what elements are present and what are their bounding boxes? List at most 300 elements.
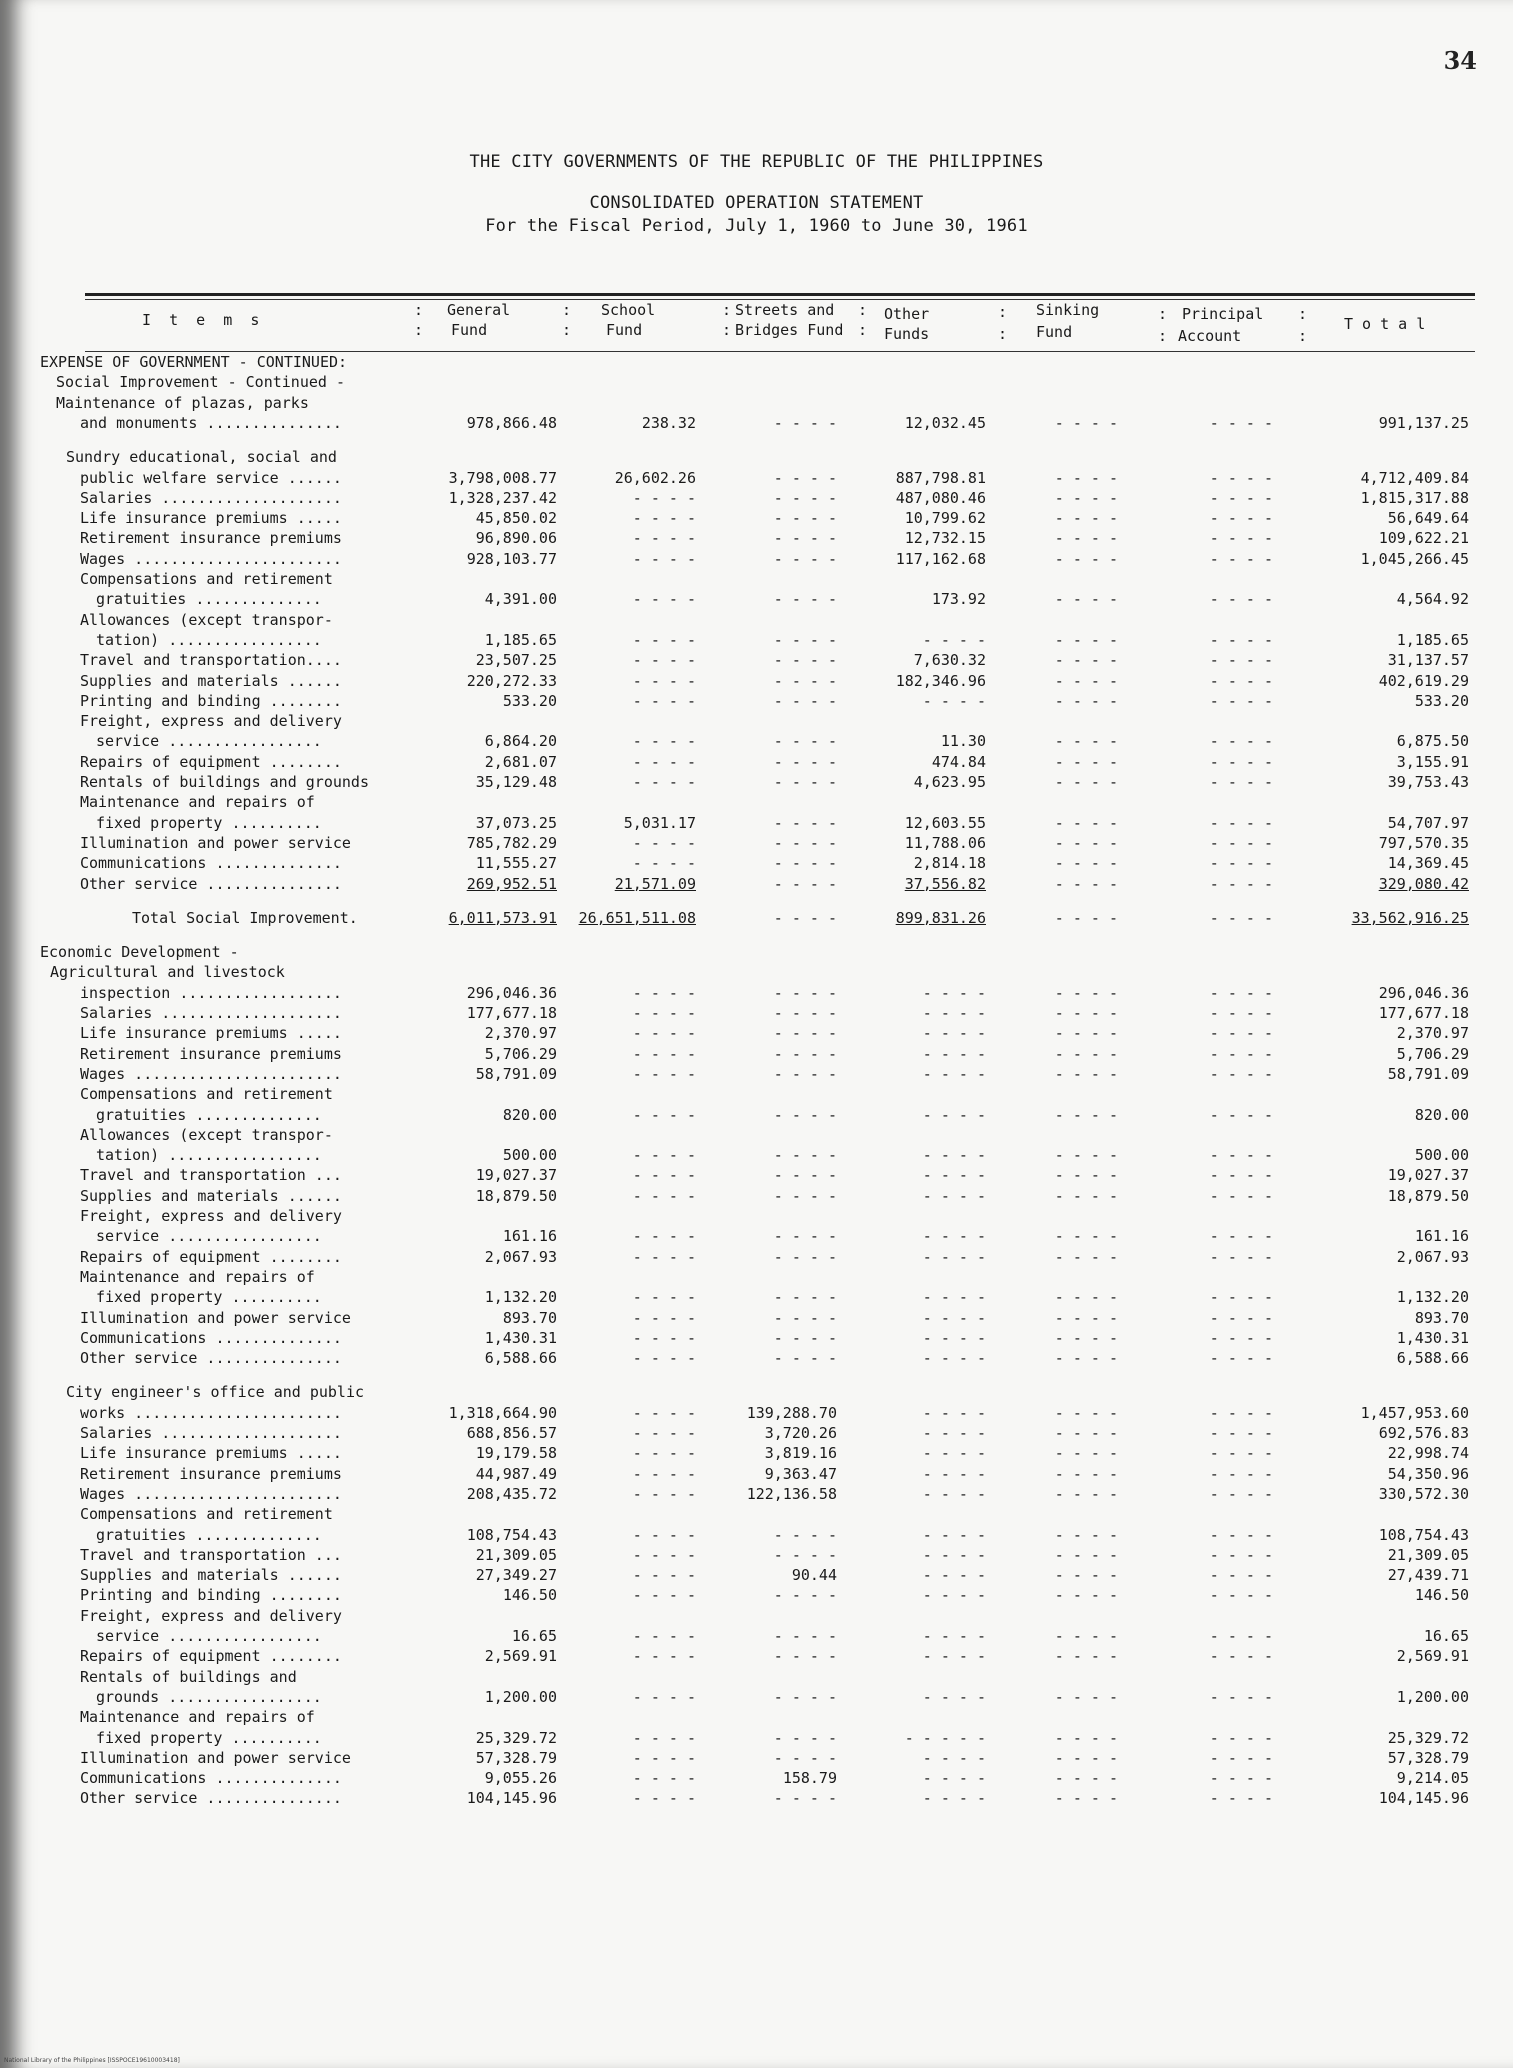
cell-value: - - - - bbox=[1209, 732, 1273, 751]
table-row bbox=[0, 1484, 1513, 1506]
row-label: Wages ....................... bbox=[80, 1064, 342, 1083]
cell-value: 10,799.62 bbox=[904, 509, 986, 528]
cell-value: - - - - bbox=[1209, 488, 1273, 507]
table-row bbox=[0, 1044, 1513, 1066]
row-label: Travel and transportation ... bbox=[80, 1545, 342, 1564]
cell-value: - - - - bbox=[1209, 983, 1273, 1002]
cell-value: - - - - bbox=[773, 1105, 837, 1124]
cell-value: - - - - bbox=[1209, 1687, 1273, 1706]
row-label: Other service ............... bbox=[80, 1789, 342, 1808]
cell-value: - - - - bbox=[632, 1308, 696, 1327]
col-separator: : bbox=[722, 321, 732, 339]
cell-value: - - - - bbox=[1209, 590, 1273, 609]
cell-value: 3,155.91 bbox=[1396, 752, 1469, 771]
cell-value: - - - - bbox=[1054, 1444, 1118, 1463]
cell-value: 14,369.45 bbox=[1387, 854, 1469, 873]
cell-value: - - - - bbox=[922, 1004, 986, 1022]
cell-value: - - - - bbox=[773, 1728, 837, 1747]
cell-value: - - - - bbox=[773, 1308, 837, 1327]
cell-value: - - - - bbox=[632, 1464, 696, 1483]
cell-value: - - - - bbox=[1209, 1146, 1273, 1165]
cell-value: 58,791.09 bbox=[475, 1064, 557, 1083]
section-heading bbox=[0, 1606, 1513, 1628]
col-header-general-2: Fund bbox=[451, 321, 488, 339]
cell-value: - - - - bbox=[1054, 908, 1118, 927]
cell-value: - - - - bbox=[632, 1789, 696, 1808]
row-label: Life insurance premiums ..... bbox=[80, 1444, 342, 1463]
cell-value: - - - - bbox=[773, 1687, 837, 1706]
row-label: Freight, express and delivery bbox=[80, 1606, 342, 1625]
cell-value: 58,791.09 bbox=[1387, 1064, 1469, 1083]
cell-value: - - - - bbox=[1054, 509, 1118, 528]
row-label: Communications .............. bbox=[80, 1769, 342, 1788]
cell-value: 4,712,409.84 bbox=[1360, 468, 1469, 487]
cell-value: 688,856.57 bbox=[466, 1424, 557, 1442]
cell-value: 37,556.82 bbox=[904, 874, 986, 893]
cell-value: - - - - bbox=[773, 488, 837, 507]
row-label: Salaries .................... bbox=[80, 488, 342, 507]
cell-value: - - - - bbox=[773, 1586, 837, 1605]
cell-value: - - - - bbox=[922, 1064, 986, 1083]
table-row bbox=[0, 1226, 1513, 1248]
cell-value: 182,346.96 bbox=[895, 671, 986, 690]
cell-value: - - - - bbox=[922, 1484, 986, 1503]
cell-value: - - - - bbox=[1209, 1748, 1273, 1767]
cell-value: - - - - bbox=[773, 1004, 837, 1022]
table-row bbox=[0, 813, 1513, 835]
cell-value: 220,272.33 bbox=[466, 671, 557, 690]
cell-value: - - - - bbox=[1209, 833, 1273, 852]
table-row bbox=[0, 650, 1513, 672]
section-heading bbox=[0, 569, 1513, 591]
cell-value: - - - - bbox=[922, 1586, 986, 1605]
cell-value: 23,507.25 bbox=[475, 651, 557, 670]
row-label: Compensations and retirement bbox=[80, 1505, 333, 1524]
cell-value: - - - - bbox=[1209, 1789, 1273, 1808]
cell-value: - - - - bbox=[773, 1166, 837, 1185]
cell-value: - - - - bbox=[1209, 651, 1273, 670]
cell-value: - - - - bbox=[922, 1186, 986, 1205]
cell-value: - - - - bbox=[632, 752, 696, 771]
cell-value: - - - - bbox=[1209, 1403, 1273, 1422]
cell-value: - - - - bbox=[632, 1728, 696, 1747]
cell-value: - - - - bbox=[773, 1186, 837, 1205]
row-label: Compensations and retirement bbox=[80, 1085, 333, 1104]
cell-value: 6,875.50 bbox=[1396, 732, 1469, 751]
table-row bbox=[0, 488, 1513, 510]
cell-value: - - - - bbox=[1054, 1146, 1118, 1165]
row-label: and monuments ............... bbox=[80, 413, 342, 432]
cell-value: 208,435.72 bbox=[466, 1484, 557, 1503]
row-label: Illumination and power service bbox=[80, 1308, 351, 1327]
cell-value: - - - - bbox=[1209, 468, 1273, 487]
cell-value: - - - - bbox=[1209, 1545, 1273, 1564]
cell-value: 39,753.43 bbox=[1387, 773, 1469, 791]
cell-value: - - - - bbox=[1054, 1687, 1118, 1706]
col-header-principal-2: Account bbox=[1178, 327, 1242, 345]
cell-value: 1,318,664.90 bbox=[448, 1403, 557, 1422]
table-row bbox=[0, 1788, 1513, 1810]
table-row bbox=[0, 1687, 1513, 1709]
cell-value: - - - - bbox=[632, 1586, 696, 1605]
table-row bbox=[0, 1186, 1513, 1208]
cell-value: 533.20 bbox=[502, 691, 557, 710]
cell-value: - - - - bbox=[1209, 1044, 1273, 1063]
cell-value: - - - - bbox=[773, 813, 837, 832]
col-separator: : bbox=[1298, 305, 1308, 323]
cell-value: - - - - bbox=[773, 691, 837, 710]
cell-value: - - - - bbox=[1209, 1647, 1273, 1666]
cell-value: 177,677.18 bbox=[1378, 1004, 1469, 1022]
cell-value: - - - - bbox=[632, 1146, 696, 1165]
cell-value: - - - - bbox=[922, 1105, 986, 1124]
cell-value: - - - - bbox=[922, 1687, 986, 1706]
cell-value: 25,329.72 bbox=[475, 1728, 557, 1747]
cell-value: - - - - bbox=[632, 1024, 696, 1043]
table-row bbox=[0, 1023, 1513, 1045]
cell-value: - - - - bbox=[773, 1044, 837, 1063]
row-label: Salaries .................... bbox=[80, 1424, 342, 1442]
cell-value: - - - - bbox=[1054, 1484, 1118, 1503]
row-label: service ................. bbox=[96, 1627, 322, 1645]
cell-value: - - - - bbox=[922, 1403, 986, 1422]
cell-value: - - - - bbox=[922, 1566, 986, 1585]
cell-value: - - - - bbox=[1209, 1166, 1273, 1185]
row-label: Wages ....................... bbox=[80, 549, 342, 568]
col-header-streets-2: Bridges Fund bbox=[735, 321, 844, 339]
cell-value: 57,328.79 bbox=[1387, 1748, 1469, 1767]
cell-value: 2,569.91 bbox=[1396, 1647, 1469, 1666]
cell-value: 12,732.15 bbox=[904, 529, 986, 548]
cell-value: - - - - bbox=[632, 1769, 696, 1788]
row-label: City engineer's office and public bbox=[66, 1383, 365, 1402]
row-label: Allowances (except transpor- bbox=[80, 1125, 333, 1144]
table-row bbox=[0, 983, 1513, 1005]
cell-value: - - - - bbox=[773, 1024, 837, 1043]
cell-value: - - - - bbox=[1054, 1789, 1118, 1808]
cell-value: 500.00 bbox=[1414, 1146, 1469, 1165]
cell-value: - - - - bbox=[632, 1288, 696, 1307]
cell-value: 7,630.32 bbox=[913, 651, 986, 670]
cell-value: - - - - bbox=[1054, 1024, 1118, 1043]
cell-value: 3,720.26 bbox=[764, 1424, 837, 1442]
cell-value: 1,430.31 bbox=[1396, 1328, 1469, 1347]
table-row bbox=[0, 1728, 1513, 1750]
table-row bbox=[0, 874, 1513, 896]
cell-value: - - - - bbox=[773, 752, 837, 771]
cell-value: 785,782.29 bbox=[466, 833, 557, 852]
table-row bbox=[0, 508, 1513, 530]
cell-value: 21,571.09 bbox=[614, 874, 696, 893]
cell-value: - - - - bbox=[773, 1064, 837, 1083]
cell-value: - - - - bbox=[632, 671, 696, 690]
cell-value: 139,288.70 bbox=[746, 1403, 837, 1422]
cell-value: 238.32 bbox=[641, 413, 696, 432]
cell-value: - - - - bbox=[922, 1308, 986, 1327]
row-label: Maintenance and repairs of bbox=[80, 1708, 315, 1727]
cell-value: 2,370.97 bbox=[484, 1024, 557, 1043]
cell-value: - - - - bbox=[922, 630, 986, 649]
cell-value: 330,572.30 bbox=[1378, 1484, 1469, 1503]
cell-value: 161.16 bbox=[1414, 1227, 1469, 1246]
cell-value: - - - - bbox=[1209, 1186, 1273, 1205]
cell-value: 9,214.05 bbox=[1396, 1769, 1469, 1788]
cell-value: - - - - bbox=[1054, 1247, 1118, 1266]
cell-value: - - - - bbox=[922, 1044, 986, 1063]
row-label: service ................. bbox=[96, 1227, 322, 1246]
cell-value: 19,027.37 bbox=[475, 1166, 557, 1185]
cell-value: 21,309.05 bbox=[475, 1545, 557, 1564]
col-header-sinking: Sinking bbox=[1036, 301, 1100, 319]
table-row bbox=[0, 853, 1513, 875]
cell-value: 296,046.36 bbox=[1378, 983, 1469, 1002]
cell-value: - - - - bbox=[632, 691, 696, 710]
section-heading bbox=[0, 610, 1513, 632]
cell-value: 6,011,573.91 bbox=[448, 908, 557, 927]
table-row bbox=[0, 731, 1513, 753]
cell-value: 269,952.51 bbox=[466, 874, 557, 893]
cell-value: - - - - bbox=[1209, 1105, 1273, 1124]
col-header-total: T o t a l bbox=[1344, 315, 1426, 333]
row-label: works ....................... bbox=[80, 1403, 342, 1422]
col-header-other-2: Funds bbox=[884, 325, 930, 343]
cell-value: 899,831.26 bbox=[895, 908, 986, 927]
cell-value: 158.79 bbox=[782, 1769, 837, 1788]
row-label: Travel and transportation ... bbox=[80, 1166, 342, 1185]
cell-value: - - - - bbox=[1054, 590, 1118, 609]
cell-value: 173.92 bbox=[931, 590, 986, 609]
table-row bbox=[0, 1105, 1513, 1127]
col-separator: : bbox=[562, 321, 572, 339]
cell-value: 893.70 bbox=[502, 1308, 557, 1327]
cell-value: - - - - bbox=[1054, 671, 1118, 690]
row-label: Travel and transportation.... bbox=[80, 651, 342, 670]
cell-value: - - - - bbox=[922, 1748, 986, 1767]
cell-value: - - - - bbox=[632, 651, 696, 670]
cell-value: 2,681.07 bbox=[484, 752, 557, 771]
cell-value: - - - - bbox=[1209, 1064, 1273, 1083]
cell-value: - - - - bbox=[632, 1484, 696, 1503]
cell-value: - - - - bbox=[1054, 1647, 1118, 1666]
cell-value: - - - - bbox=[1054, 488, 1118, 507]
cell-value: - - - - bbox=[632, 1647, 696, 1666]
cell-value: - - - - bbox=[632, 1687, 696, 1706]
cell-value: - - - - bbox=[632, 1328, 696, 1347]
cell-value: - - - - bbox=[922, 1545, 986, 1564]
cell-value: - - - - bbox=[1209, 1247, 1273, 1266]
cell-value: - - - - bbox=[1054, 732, 1118, 751]
cell-value: 177,677.18 bbox=[466, 1004, 557, 1022]
row-label: Freight, express and delivery bbox=[80, 1207, 342, 1225]
cell-value: - - - - bbox=[1054, 549, 1118, 568]
row-label: Maintenance and repairs of bbox=[80, 793, 315, 812]
row-label: Printing and binding ........ bbox=[80, 691, 342, 710]
section-heading bbox=[0, 372, 1513, 394]
cell-value: - - - - bbox=[1054, 773, 1118, 791]
top-rule-thick bbox=[85, 293, 1475, 296]
cell-value: - - - - bbox=[1209, 1586, 1273, 1605]
cell-value: 4,564.92 bbox=[1396, 590, 1469, 609]
cell-value: - - - - bbox=[632, 1424, 696, 1442]
cell-value: - - - - bbox=[632, 509, 696, 528]
cell-value: - - - - bbox=[1209, 1328, 1273, 1347]
cell-value: - - - - bbox=[1209, 413, 1273, 432]
cell-value: 109,622.21 bbox=[1378, 529, 1469, 548]
top-rule-thin bbox=[85, 299, 1475, 300]
cell-value: 44,987.49 bbox=[475, 1464, 557, 1483]
section-heading bbox=[0, 1267, 1513, 1289]
cell-value: - - - - bbox=[1209, 1728, 1273, 1747]
col-separator: : bbox=[1158, 327, 1168, 345]
cell-value: - - - - bbox=[1209, 529, 1273, 548]
cell-value: - - - - bbox=[1209, 1349, 1273, 1368]
col-separator: : bbox=[722, 301, 732, 319]
section-heading bbox=[0, 1667, 1513, 1689]
cell-value: 26,602.26 bbox=[614, 468, 696, 487]
table-row bbox=[0, 630, 1513, 652]
cell-value: - - - - bbox=[1054, 413, 1118, 432]
cell-value: 54,707.97 bbox=[1387, 813, 1469, 832]
cell-value: - - - - bbox=[1054, 529, 1118, 548]
cell-value: 820.00 bbox=[1414, 1105, 1469, 1124]
section-heading bbox=[0, 1125, 1513, 1147]
cell-value: - - - - bbox=[773, 1525, 837, 1544]
table-row bbox=[0, 1287, 1513, 1309]
cell-value: - - - - bbox=[1209, 1525, 1273, 1544]
cell-value: 9,363.47 bbox=[764, 1464, 837, 1483]
row-label: Supplies and materials ...... bbox=[80, 1186, 342, 1205]
cell-value: 45,850.02 bbox=[475, 509, 557, 528]
row-label: Economic Development - bbox=[40, 943, 239, 962]
row-label: Wages ....................... bbox=[80, 1484, 342, 1503]
row-label: Retirement insurance premiums bbox=[80, 1044, 342, 1063]
row-label: Rentals of buildings and grounds bbox=[80, 773, 369, 791]
col-separator: : bbox=[998, 325, 1008, 343]
row-label: Rentals of buildings and bbox=[80, 1667, 297, 1686]
cell-value: - - - - bbox=[632, 1349, 696, 1368]
cell-value: 146.50 bbox=[1414, 1586, 1469, 1605]
col-separator: : bbox=[998, 303, 1008, 321]
cell-value: 33,562,916.25 bbox=[1351, 908, 1469, 927]
cell-value: 25,329.72 bbox=[1387, 1728, 1469, 1747]
table-row bbox=[0, 1646, 1513, 1668]
row-label: Total Social Improvement. bbox=[132, 908, 358, 927]
cell-value: - - - - bbox=[922, 1288, 986, 1307]
row-label: Repairs of equipment ........ bbox=[80, 1247, 342, 1266]
cell-value: - - - - bbox=[1054, 1545, 1118, 1564]
col-header-principal: Principal bbox=[1182, 305, 1264, 323]
cell-value: - - - - bbox=[632, 1247, 696, 1266]
cell-value: 26,651,511.08 bbox=[578, 908, 696, 927]
cell-value: - - - - bbox=[1054, 630, 1118, 649]
cell-value: 90.44 bbox=[791, 1566, 837, 1585]
cell-value: 820.00 bbox=[502, 1105, 557, 1124]
section-heading bbox=[0, 962, 1513, 984]
cell-value: - - - - bbox=[773, 1146, 837, 1165]
cell-value: - - - - bbox=[632, 1627, 696, 1645]
cell-value: 2,067.93 bbox=[1396, 1247, 1469, 1266]
cell-value: - - - - bbox=[1054, 1627, 1118, 1645]
cell-value: 6,588.66 bbox=[484, 1349, 557, 1368]
cell-value: - - - - bbox=[773, 1328, 837, 1347]
cell-value: 146.50 bbox=[502, 1586, 557, 1605]
section-heading bbox=[0, 711, 1513, 733]
row-label: Freight, express and delivery bbox=[80, 712, 342, 731]
cell-value: - - - - bbox=[773, 413, 837, 432]
cell-value: - - - - bbox=[1054, 1328, 1118, 1347]
cell-value: - - - - bbox=[1054, 1288, 1118, 1307]
cell-value: - - - - bbox=[632, 590, 696, 609]
cell-value: - - - - bbox=[773, 1647, 837, 1666]
cell-value: - - - - bbox=[1209, 1444, 1273, 1463]
cell-value: - - - - bbox=[1054, 1769, 1118, 1788]
cell-value: - - - - bbox=[632, 1044, 696, 1063]
cell-value: - - - - bbox=[632, 773, 696, 791]
table-row bbox=[0, 549, 1513, 571]
row-label: gratuities .............. bbox=[96, 1525, 322, 1544]
cell-value: 6,864.20 bbox=[484, 732, 557, 751]
cell-value: 893.70 bbox=[1414, 1308, 1469, 1327]
cell-value: 57,328.79 bbox=[475, 1748, 557, 1767]
cell-value: - - - - bbox=[922, 1769, 986, 1788]
cell-value: - - - - bbox=[1054, 1186, 1118, 1205]
cell-value: - - - - bbox=[922, 1328, 986, 1347]
cell-value: 16.65 bbox=[1423, 1627, 1469, 1645]
cell-value: 104,145.96 bbox=[466, 1789, 557, 1808]
cell-value: - - - - bbox=[773, 874, 837, 893]
cell-value: - - - - bbox=[1054, 1566, 1118, 1585]
cell-value: 54,350.96 bbox=[1387, 1464, 1469, 1483]
cell-value: 978,866.48 bbox=[466, 413, 557, 432]
section-heading bbox=[0, 447, 1513, 469]
cell-value: - - - - bbox=[773, 590, 837, 609]
cell-value: - - - - bbox=[922, 1024, 986, 1043]
cell-value: 104,145.96 bbox=[1378, 1789, 1469, 1808]
cell-value: 1,200.00 bbox=[484, 1687, 557, 1706]
section-heading bbox=[0, 1707, 1513, 1729]
cell-value: - - - - bbox=[1054, 1166, 1118, 1185]
row-label: Repairs of equipment ........ bbox=[80, 752, 342, 771]
col-header-sinking-2: Fund bbox=[1036, 323, 1073, 341]
cell-value: - - - - bbox=[1209, 908, 1273, 927]
row-label: Life insurance premiums ..... bbox=[80, 509, 342, 528]
cell-value: - - - - bbox=[632, 833, 696, 852]
cell-value: 22,998.74 bbox=[1387, 1444, 1469, 1463]
cell-value: - - - - bbox=[1209, 1484, 1273, 1503]
row-label: Communications .............. bbox=[80, 1328, 342, 1347]
cell-value: - - - - bbox=[1209, 813, 1273, 832]
cell-value: 487,080.46 bbox=[895, 488, 986, 507]
cell-value: - - - - bbox=[773, 549, 837, 568]
cell-value: - - - - bbox=[773, 983, 837, 1002]
cell-value: 9,055.26 bbox=[484, 1769, 557, 1788]
cell-value: - - - - bbox=[1054, 854, 1118, 873]
cell-value: - - - - bbox=[632, 1227, 696, 1246]
table-row bbox=[0, 1545, 1513, 1567]
row-label: Other service ............... bbox=[80, 1349, 342, 1368]
row-label: gratuities .............. bbox=[96, 1105, 322, 1124]
cell-value: - - - - bbox=[1209, 691, 1273, 710]
cell-value: - - - - bbox=[1054, 874, 1118, 893]
table-row bbox=[0, 528, 1513, 550]
cell-value: - - - - bbox=[1209, 671, 1273, 690]
cell-value: - - - - bbox=[773, 630, 837, 649]
cell-value: 27,439.71 bbox=[1387, 1566, 1469, 1585]
cell-value: - - - - bbox=[1054, 813, 1118, 832]
table-row bbox=[0, 1626, 1513, 1648]
cell-value: 37,073.25 bbox=[475, 813, 557, 832]
table-row bbox=[0, 691, 1513, 713]
